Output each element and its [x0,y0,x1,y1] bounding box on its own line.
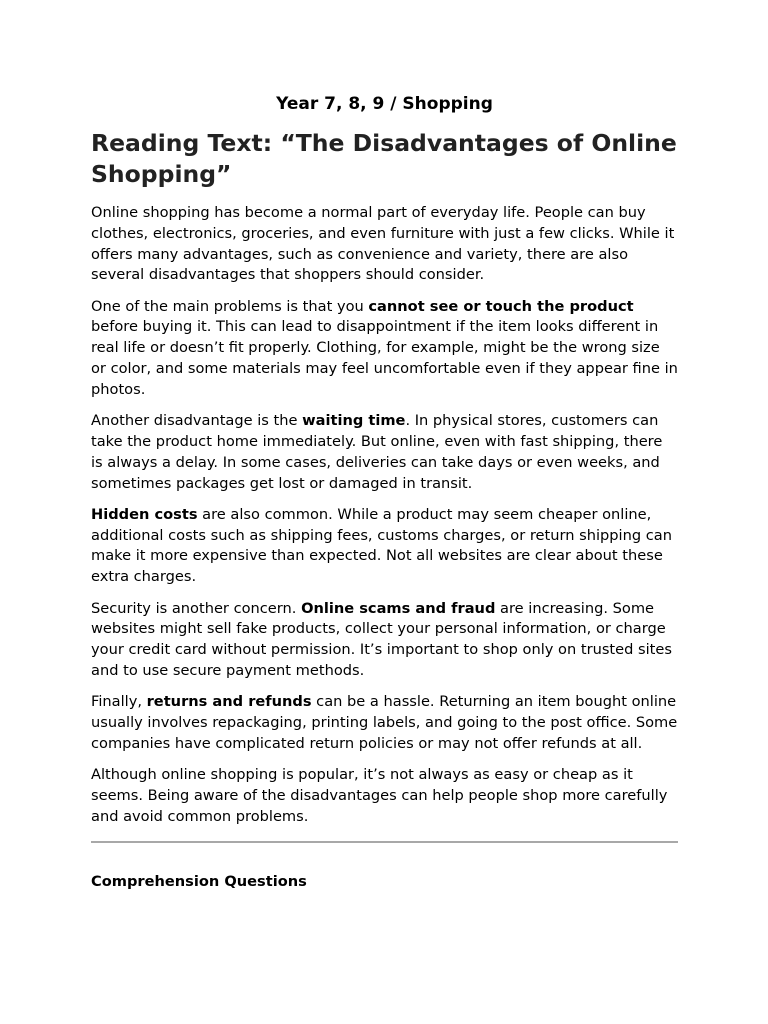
paragraph-text: Security is another concern. [91,599,302,617]
paragraph-text: are increasing. Some websites might sell fake products, collect your personal information, or charge your credit card without permission. It’s important to shop only on trusted sites and to use secure payment methods. [91,599,672,679]
reading-text [91,203,678,828]
paragraph-keyword: cannot see or touch the product [368,297,634,315]
paragraph-keyword: returns and refunds [146,693,312,711]
paragraph-keyword: waiting time [302,412,406,430]
paragraph-security [91,599,678,682]
paragraph-waiting-time [91,411,678,494]
paragraph-text: Another disadvantage is the [91,412,303,430]
paragraph-keyword: Hidden costs [91,505,198,523]
paragraph-conclusion [91,765,678,827]
paragraph-text: Finally, [91,693,147,711]
paragraph-text: Although online shopping is popular, it’s not always as easy or cheap as it seems. Being aware of the disadvantages can help people shop more carefully and avoid common problems. [91,766,668,825]
paragraph-returns [91,692,678,754]
paragraph-text: Online shopping has become a normal part of everyday life. People can buy clothes, electronics, groceries, and even furniture with just a few clicks. While it offers many advantages, such as convenience and variety, there are also several disadvantages that shoppers should consider. [91,204,675,284]
paragraph-text: can be a hassle. Returning an item bought online usually involves repackaging, printing labels, and going to the post office. Some companies have complicated return policies or may not offer refunds at all. [91,693,678,752]
section-divider [91,841,678,843]
paragraph-text: . In physical stores, customers can take the product home immediately. But online, even with fast shipping, there is always a delay. In some cases, deliveries can take days or even weeks, and sometimes packages get lost or damaged in transit. [91,412,663,492]
subject-heading: Year 7, 8, 9 / Shopping [276,94,493,114]
paragraph-hidden-costs [91,505,678,588]
paragraph-text: before buying it. This can lead to disappointment if the item looks different in real life or doesn’t fit properly. Clothing, for example, might be the wrong size or color, and some materials may feel uncomfortable even if they appear fine in photos. [91,318,678,398]
paragraph-intro [91,203,678,286]
comprehension-questions-heading: Comprehension Questions [91,872,307,890]
paragraph-keyword: Online scams and fraud [301,599,496,617]
paragraph-see-touch [91,297,678,401]
paragraph-text: One of the main problems is that you [91,297,369,315]
paragraph-text: are also common. While a product may seem cheaper online, additional costs such as shipping fees, customs charges, or return shipping can make it more expensive than expected. Not all websites are clear about these extra charges. [91,505,672,586]
page-title: Reading Text: “The Disadvantages of Online Shopping” [91,129,677,188]
